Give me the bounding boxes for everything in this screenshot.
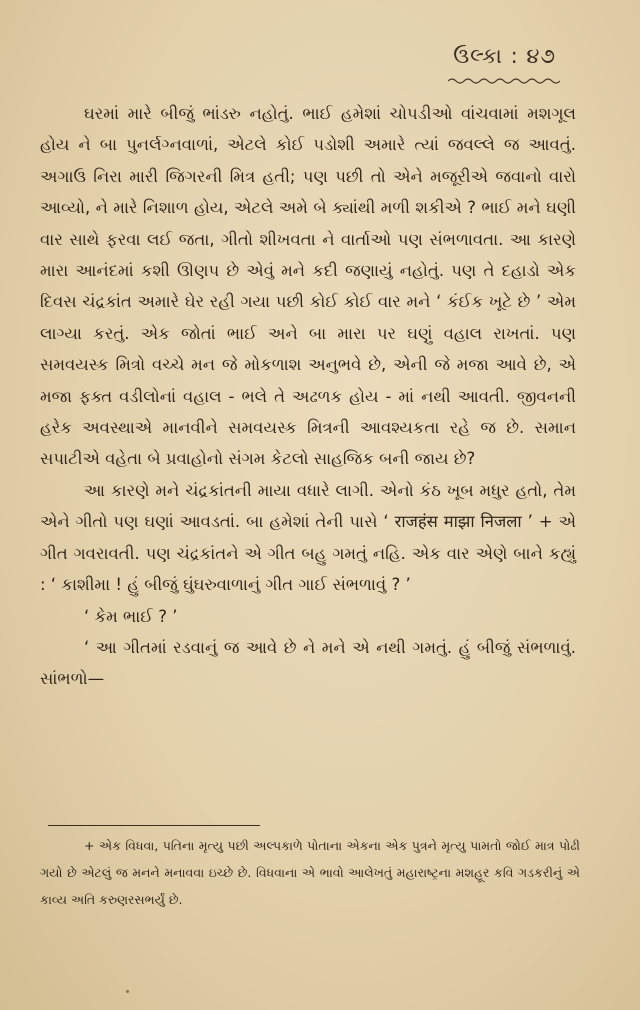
dialogue-line: ‘ આ ગીતમાં રડવાનું જ આવે છે ને મને એ નથી ગમતું. હું બીજું સંભળાવું. સાંભળો— <box>40 637 576 689</box>
wavy-underline-ornament <box>448 76 560 86</box>
running-head: ઉલ્કા : ૪૭ <box>453 44 556 68</box>
paragraph: આ કારણે મને ચંદ્રકાંતની માયા વધારે લાગી. એનો કંઠ ખૂબ મધુર હતો, તેમ એને ગીતો પણ ઘણાં આવડતાં. બા હમેશાં તેની પાસે ‘ राजहंस माझा निजला ’ + એ ગીત ગવરાવતી. પણ ચંદ્રકાંતને એ ગીત બહુ ગમતું નહિ. એક વાર એણે બાને કહ્યું : ‘ કાશીમા ! હું બીજું ઘુંઘરુવાળાનું ગીત ગાઈ સંભળાવું ? ’ <box>40 480 576 595</box>
paragraph: ઘરમાં મારે બીજું ભાંડરુ નહોતું. ભાઈ હમેશાં ચોપડીઓ વાંચવામાં મશગૂલ હોય ને બા પુનર્લગ્નવાળાં, એટલે કોઈ પડોશી અમારે ત્યાં જવલ્લે જ આવતું. અગાઉ નિરા મારી જિગરની મિત્ર હતી; પણ પછી તો એને મજૂરીએ જવાનો વારો આવ્યો, ને મારે નિશાળ હોય, એટલે અમે બે ક્યાંથી મળી શકીએ ? ભાઈ મને ઘણી વાર સાથે ફરવા લઈ જતા, ગીતો શીખવતા ને વાર્તાઓ પણ સંભળાવતા. આ કારણે મારા આનંદમાં કશી ઊણપ છે એવું મને કદી જણાયું નહોતું. પણ તે દહાડો એક દિવસ ચંદ્રકાંત અમારે ઘેર રહી ગયા પછી કોઈ કોઈ વાર મને ‘ કંઈક ખૂટે છે ’ એમ લાગ્યા કરતું. એક જોતાં ભાઈ અને બા મારા પર ઘણું વહાલ રાખતાં. પણ સમવયસ્ક મિત્રો વચ્ચે મન જે મોકળાશ અનુભવે છે, એની જે મજા આવે છે, એ મજા ફક્ત વડીલોનાં વહાલ - ભલે તે અઢળક હોય - માં નથી આવતી. જીવનની હરેક અવસ્થાએ માનવીને સમવયસ્ક મિત્રની આવશ્યકતા રહે જ છે. સમાન સપાટીએ વહેતા બે પ્રવાહોનો સંગમ કેટલો સાહજિક બની જાય છે? <box>40 104 576 469</box>
footnote: + એક વિધવા, પતિના મૃત્યુ પછી અલ્પકાળે પોતાના એકના એક પુત્રને મૃત્યુ પામતો જોઈ માત્ર પોઢી ગયો છે એટલું જ મનને મનાવવા ઇચ્છે છે. વિધવાના એ ભાવો આલેખતું મહારાષ્ટ્રના મશહૂર કવિ ગડકરીનું એ કાવ્ય અતિ કરુણરસભર્યું છે. <box>40 838 580 907</box>
body-text <box>40 98 576 695</box>
dialogue-line: ‘ કેમ ભાઈ ? ’ <box>84 606 178 626</box>
paper-speck <box>126 990 129 993</box>
footnote-separator <box>48 825 260 826</box>
